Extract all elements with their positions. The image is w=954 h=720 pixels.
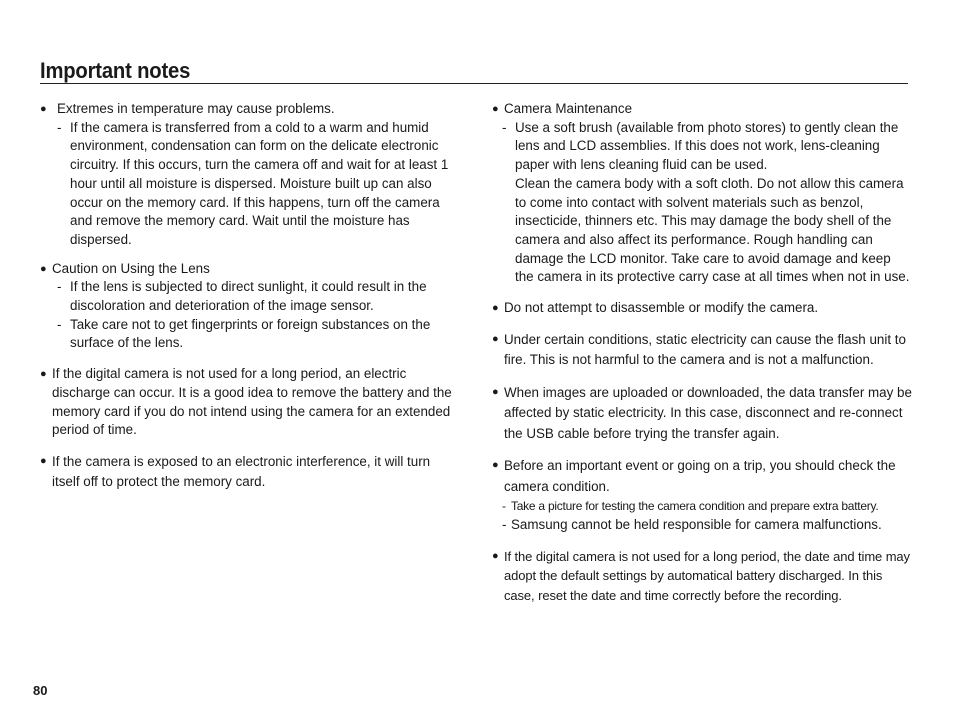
- sub-text: If the camera is transferred from a cold to a warm and humid environment, condensation can form on the delicate electronic circuitry. If this occurs, turn the camera off and wait for at least 1 hour until all moisture is dispersed. Moisture built up can also occur on the memory card. If this happens, turn off the camera and remove the memory card. Wait until the moisture has dispersed.: [70, 119, 449, 247]
- sub-item: [40, 278, 458, 315]
- sub-text: Samsung cannot be held responsible for camera malfunctions.: [511, 516, 882, 532]
- note-text: Caution on Using the Lens: [52, 260, 210, 276]
- note-text: If the digital camera is not used for a long period, an electric discharge can occur. It is a good idea to remove the battery and the memory card if you do not intend using the camera for an extended period of time.: [52, 366, 452, 438]
- sub-item: [40, 119, 458, 250]
- sub-item: [492, 497, 912, 516]
- dash-marker: -: [502, 516, 507, 532]
- bullet-icon: ●: [492, 549, 499, 562]
- continuation-text: Clean the camera body with a soft cloth. Do not allow this camera to come into contact with solvent materials such as benzol, insecticide, thinners etc. This may damage the body shell of the camera and also affect its performance. Rough handling can damage the LCD monitor. Take care to avoid damage and keep the camera in its protective carry case at all times when not in use.: [515, 175, 910, 285]
- note-text: Before an important event or going on a trip, you should check the camera condition.: [504, 458, 896, 494]
- note-text: If the camera is exposed to an electronic interference, it will turn itself off to protect the memory card.: [52, 453, 431, 490]
- note-text: Under certain conditions, static electricity can cause the flash unit to fire. This is not harmful to the camera and is not a malfunction.: [504, 331, 906, 368]
- note-lens: [40, 260, 458, 354]
- note-disassemble: [492, 299, 912, 318]
- sub-continuation: [492, 175, 912, 287]
- sub-item: [40, 316, 458, 353]
- note-text: If the digital camera is not used for a long period, the date and time may adopt the default settings by automatical battery discharged. In this case, reset the date and time correctly before the recording.: [504, 548, 910, 603]
- note-data-transfer: [492, 383, 912, 445]
- sub-text: If the lens is subjected to direct sunlight, it could result in the discoloration and deterioration of the image sensor.: [70, 279, 427, 314]
- note-text: Camera Maintenance: [504, 101, 633, 116]
- bullet-icon: ●: [492, 103, 499, 115]
- right-column: [492, 100, 912, 617]
- sub-item: [492, 119, 912, 175]
- dash-marker: -: [57, 316, 62, 332]
- dash-marker: -: [502, 499, 506, 514]
- note-text: Do not attempt to disassemble or modify the camera.: [504, 300, 819, 316]
- title-rule: [40, 83, 908, 84]
- note-text: When images are uploaded or downloaded, the data transfer may be affected by static electricity. In this case, disconnect and re-connect the USB cable before trying the transfer again.: [504, 384, 912, 441]
- note-text: Extremes in temperature may cause problems.: [57, 101, 335, 116]
- page-number: 80: [33, 683, 48, 698]
- bullet-icon: ●: [40, 262, 47, 275]
- sub-text: Take a picture for testing the camera condition and prepare extra battery.: [511, 499, 879, 514]
- note-static-flash: [492, 330, 912, 371]
- note-temperature: [40, 100, 458, 250]
- sub-item: [492, 516, 912, 535]
- bullet-icon: ●: [40, 454, 47, 467]
- dash-marker: -: [502, 119, 507, 135]
- note-long-period: [40, 365, 458, 440]
- note-interference: [40, 452, 458, 493]
- bullet-icon: ●: [40, 368, 47, 381]
- note-maintenance: [492, 100, 912, 287]
- dash-marker: -: [57, 119, 62, 135]
- bullet-icon: ●: [492, 332, 499, 345]
- left-column: [40, 100, 458, 505]
- dash-marker: -: [57, 279, 62, 295]
- note-date-time: [492, 547, 912, 606]
- bullet-icon: ●: [492, 302, 499, 315]
- sub-text: Use a soft brush (available from photo stores) to gently clean the lens and LCD assemblies. If this does not work, lens-cleaning paper with lens cleaning fluid can be used.: [515, 119, 899, 173]
- sub-text: Take care not to get fingerprints or foreign substances on the surface of the lens.: [70, 316, 431, 351]
- bullet-icon: ●: [40, 103, 47, 115]
- bullet-icon: ●: [492, 459, 499, 472]
- bullet-icon: ●: [492, 385, 499, 398]
- page-title: Important notes: [40, 58, 191, 83]
- note-before-event: [492, 456, 912, 534]
